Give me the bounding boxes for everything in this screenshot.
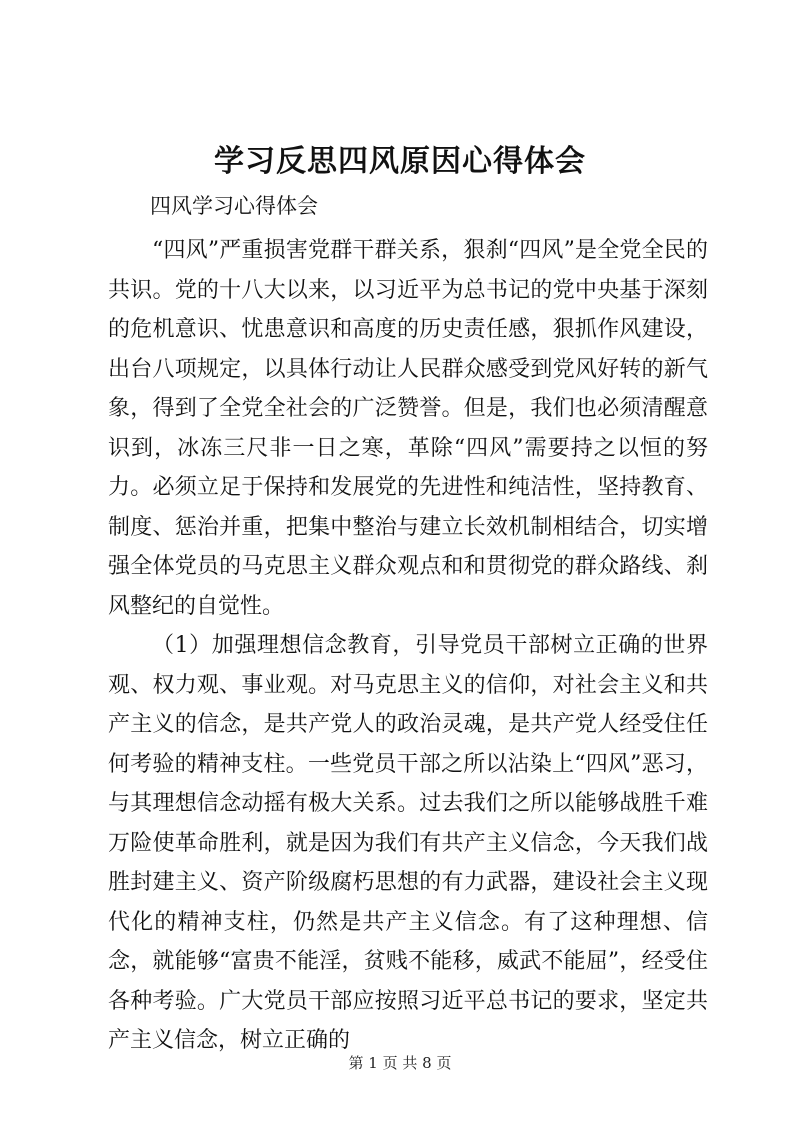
body-paragraph: （1）加强理想信念教育，引导党员干部树立正确的世界观、权力观、事业观。对马克思主义的信仰，对社会主义和共产主义的信念，是共产党人的政治灵魂，是共产党人经受住任何考验的精神支柱。一些党员干部之所以沾染上“四风”恶习，与其理想信念动摇有极大关系。过去我们之所以能够战胜千难万险使革命胜利，就是因为我们有共产主义信念，今天我们战胜封建主义、资产阶级腐朽思想的有力武器，建设社会主义现代化的精神支柱，仍然是共产主义信念。有了这种理想、信念，就能够“富贵不能淫，贫贱不能移，威武不能屈”，经受住各种考验。广大党员干部应按照习近平总书记的要求，坚定共产主义信念，树立正确的 [108,633,708,1053]
document-subtitle: 四风学习心得体会 [150,194,318,218]
body-paragraph: “四风”严重损害党群干群关系，狠刹“四风”是全党全民的共识。党的十八大以来，以习近平为总书记的党中央基于深刻的危机意识、忧患意识和高度的历史责任感，狠抓作风建设，出台八项规定，以具体行动让人民群众感受到党风好转的新气象，得到了全党全社会的广泛赞誉。但是，我们也必须清醒意识到，冰冻三尺非一日之寒，革除“四风”需要持之以恒的努力。必须立足于保持和发展党的先进性和纯洁性，坚持教育、制度、惩治并重，把集中整治与建立长效机制相结合，切实增强全体党员的马克思主义群众观点和和贯彻党的群众路线、刹风整纪的自觉性。 [108,238,708,619]
page-footer: 第 1 页 共 8 页 [348,1054,452,1072]
document-body [108,231,708,1061]
document-title: 学习反思四风原因心得体会 [214,144,586,179]
